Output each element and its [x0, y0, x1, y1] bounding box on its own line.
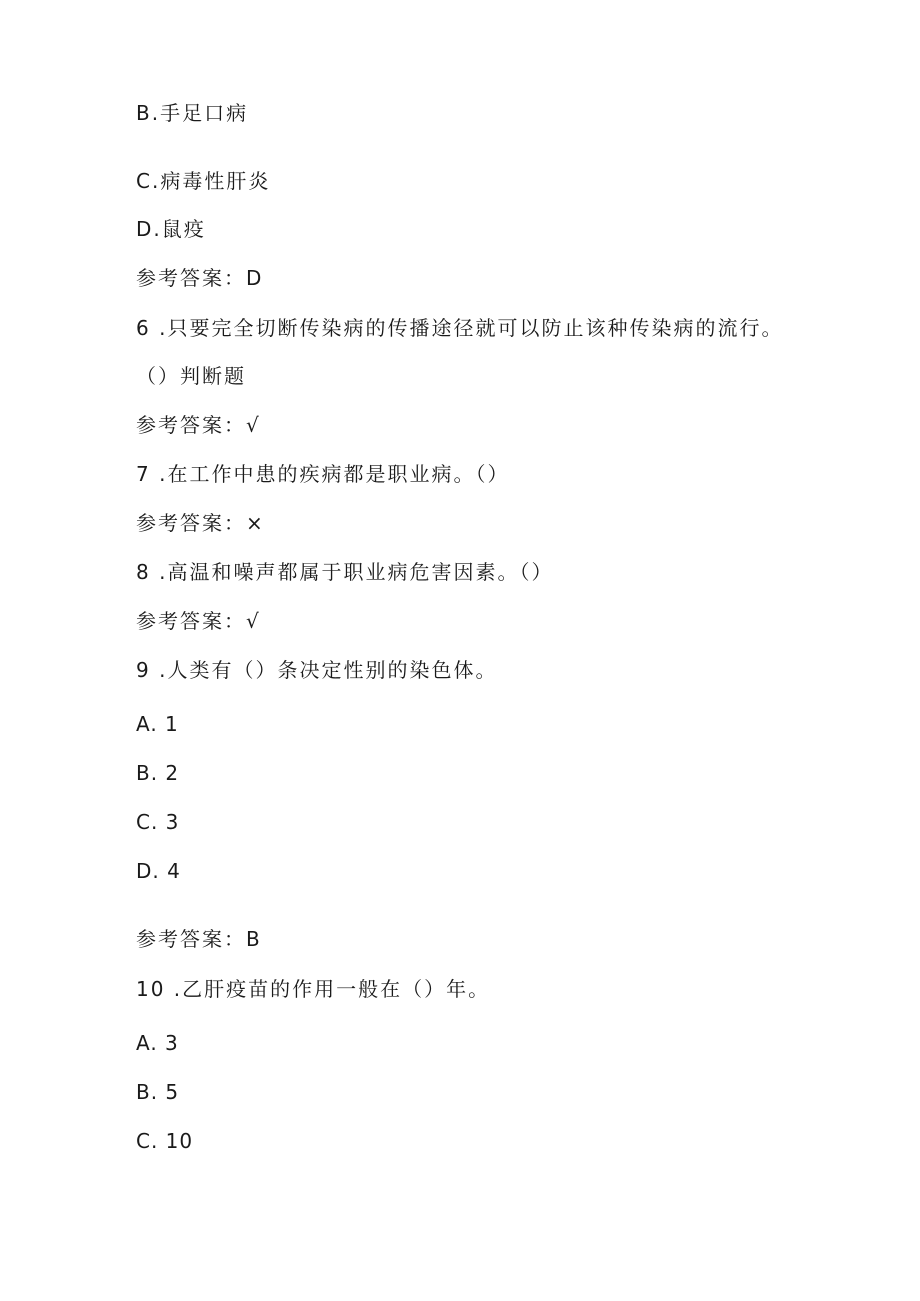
answer-q5: 参考答案：D: [136, 266, 264, 290]
option-c-viral-hepatitis: C.病毒性肝炎: [136, 169, 271, 193]
question-10-option-a: A. 3: [136, 1031, 179, 1055]
answer-q6: 参考答案：√: [136, 413, 261, 437]
question-9-option-d: D. 4: [136, 859, 181, 883]
option-b-hfmd: B.手足口病: [136, 101, 249, 125]
answer-q7: 参考答案：×: [136, 511, 265, 535]
question-9-option-c: C. 3: [136, 810, 180, 834]
question-10-option-c: C. 10: [136, 1129, 194, 1153]
question-10-option-b: B. 5: [136, 1080, 180, 1104]
answer-q9: 参考答案：B: [136, 927, 262, 951]
question-9-option-a: A. 1: [136, 712, 179, 736]
option-d-plague: D.鼠疫: [136, 217, 206, 241]
question-9-option-b: B. 2: [136, 761, 180, 785]
question-9: 9 .人类有（）条决定性别的染色体。: [136, 658, 498, 682]
question-8: 8 .高温和噪声都属于职业病危害因素。（）: [136, 560, 554, 584]
question-6: 6 .只要完全切断传染病的传播途径就可以防止该种传染病的流行。: [136, 316, 784, 340]
question-7: 7 .在工作中患的疾病都是职业病。（）: [136, 462, 510, 486]
answer-q8: 参考答案：√: [136, 609, 261, 633]
question-6-type: （）判断题: [136, 364, 246, 388]
question-10: 10 .乙肝疫苗的作用一般在（）年。: [136, 977, 491, 1001]
